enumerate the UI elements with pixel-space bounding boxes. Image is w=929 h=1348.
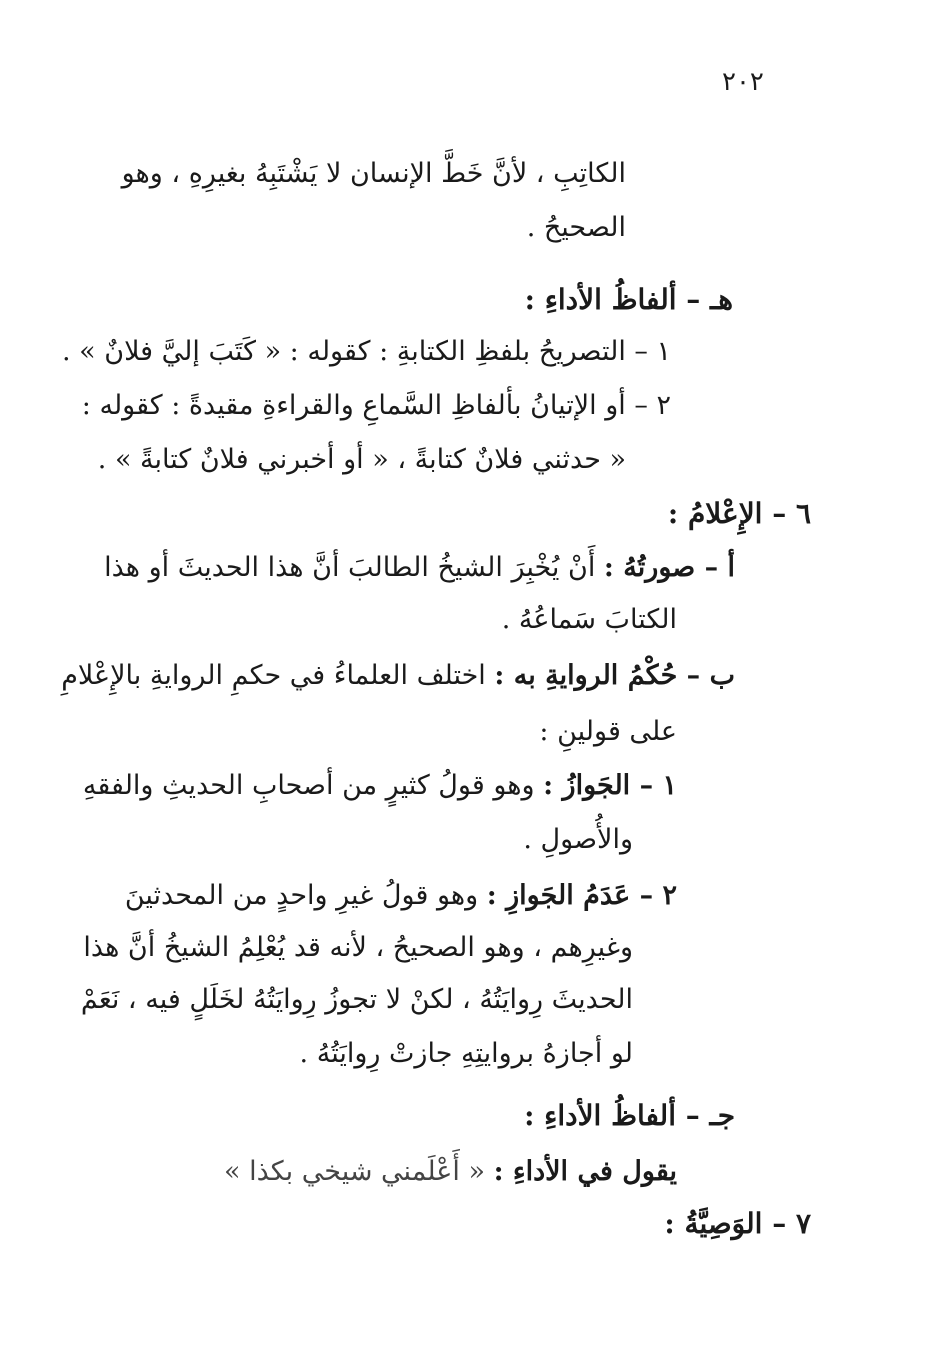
chapter-heading: ٧ – الوَصِيَّةُ : xyxy=(664,1207,811,1240)
line-text: وهو قولُ غيرِ واحدٍ من المحدثينَ xyxy=(124,880,487,911)
body-line: ١ – التصريحُ بلفظِ الكتابةِ : كقوله : « كَتَبَ إليَّ فلانٌ » . xyxy=(61,336,671,367)
line-text: وهو قولُ كثيرٍ من أصحابِ الحديثِ والفقهِ xyxy=(82,770,544,801)
line-label: ٢ – عَدَمُ الجَوازِ : xyxy=(486,880,677,911)
body-line xyxy=(104,548,735,588)
body-line: « حدثني فلانٌ كتابةً ، « أو أخبرني فلانٌ كتابةً » . xyxy=(97,444,626,475)
chapter-heading: ٦ – الإِعْلامُ : xyxy=(667,497,811,530)
page-number: ٢٠٢ xyxy=(722,67,764,97)
body-line: الكتابَ سَماعُهُ . xyxy=(501,604,677,635)
body-line: على قولينِ : xyxy=(539,716,677,747)
line-text: « أَعْلَمني شيخي بكذا » xyxy=(223,1156,494,1187)
body-line: والأُصولِ . xyxy=(523,824,633,855)
section-heading: هـ – ألفاظُ الأداءِ : xyxy=(524,283,733,316)
body-line: الصحيحُ . xyxy=(526,212,626,243)
body-line: الكاتِبِ ، لأنَّ خَطَّ الإنسان لا يَشْتَبِهُ بغيرِهِ ، وهو xyxy=(121,158,626,189)
body-line: وغيرِهم ، وهو الصحيحُ ، لأنه قد يُعْلِمُ الشيخُ أنَّ هذا xyxy=(83,932,633,963)
body-line xyxy=(125,876,677,916)
line-label: ب – حُكْمُ الروايةِ به : xyxy=(494,660,735,691)
body-line: ٢ – أو الإتيانُ بألفاظِ السَّماعِ والقراءةِ مقيدةً : كقوله : xyxy=(81,390,671,421)
section-heading: جـ – ألفاظُ الأداءِ : xyxy=(524,1099,735,1132)
line-label: ١ – الجَوازُ : xyxy=(543,770,677,801)
line-text: اختلف العلماءُ في حكمِ الروايةِ بالإِعْلامِ xyxy=(61,660,495,691)
body-line xyxy=(83,766,677,806)
line-label: يقول في الأداءِ : xyxy=(493,1156,677,1187)
body-line: لو أجازهُ بروايتِهِ جازتْ رِوايَتُهُ . xyxy=(299,1038,633,1069)
body-line: الحديثَ رِوايَتُهُ ، لكنْ لا تجوزُ رِوايَتُهُ لخَلَلٍ فيه ، نَعَمْ xyxy=(80,984,633,1015)
line-label: أ – صورتُهُ : xyxy=(603,552,735,583)
body-line xyxy=(61,656,735,696)
line-text: أَنْ يُخْبِرَ الشيخُ الطالبَ أنَّ هذا الحديثَ أو هذا xyxy=(104,552,604,583)
body-line xyxy=(224,1152,677,1192)
